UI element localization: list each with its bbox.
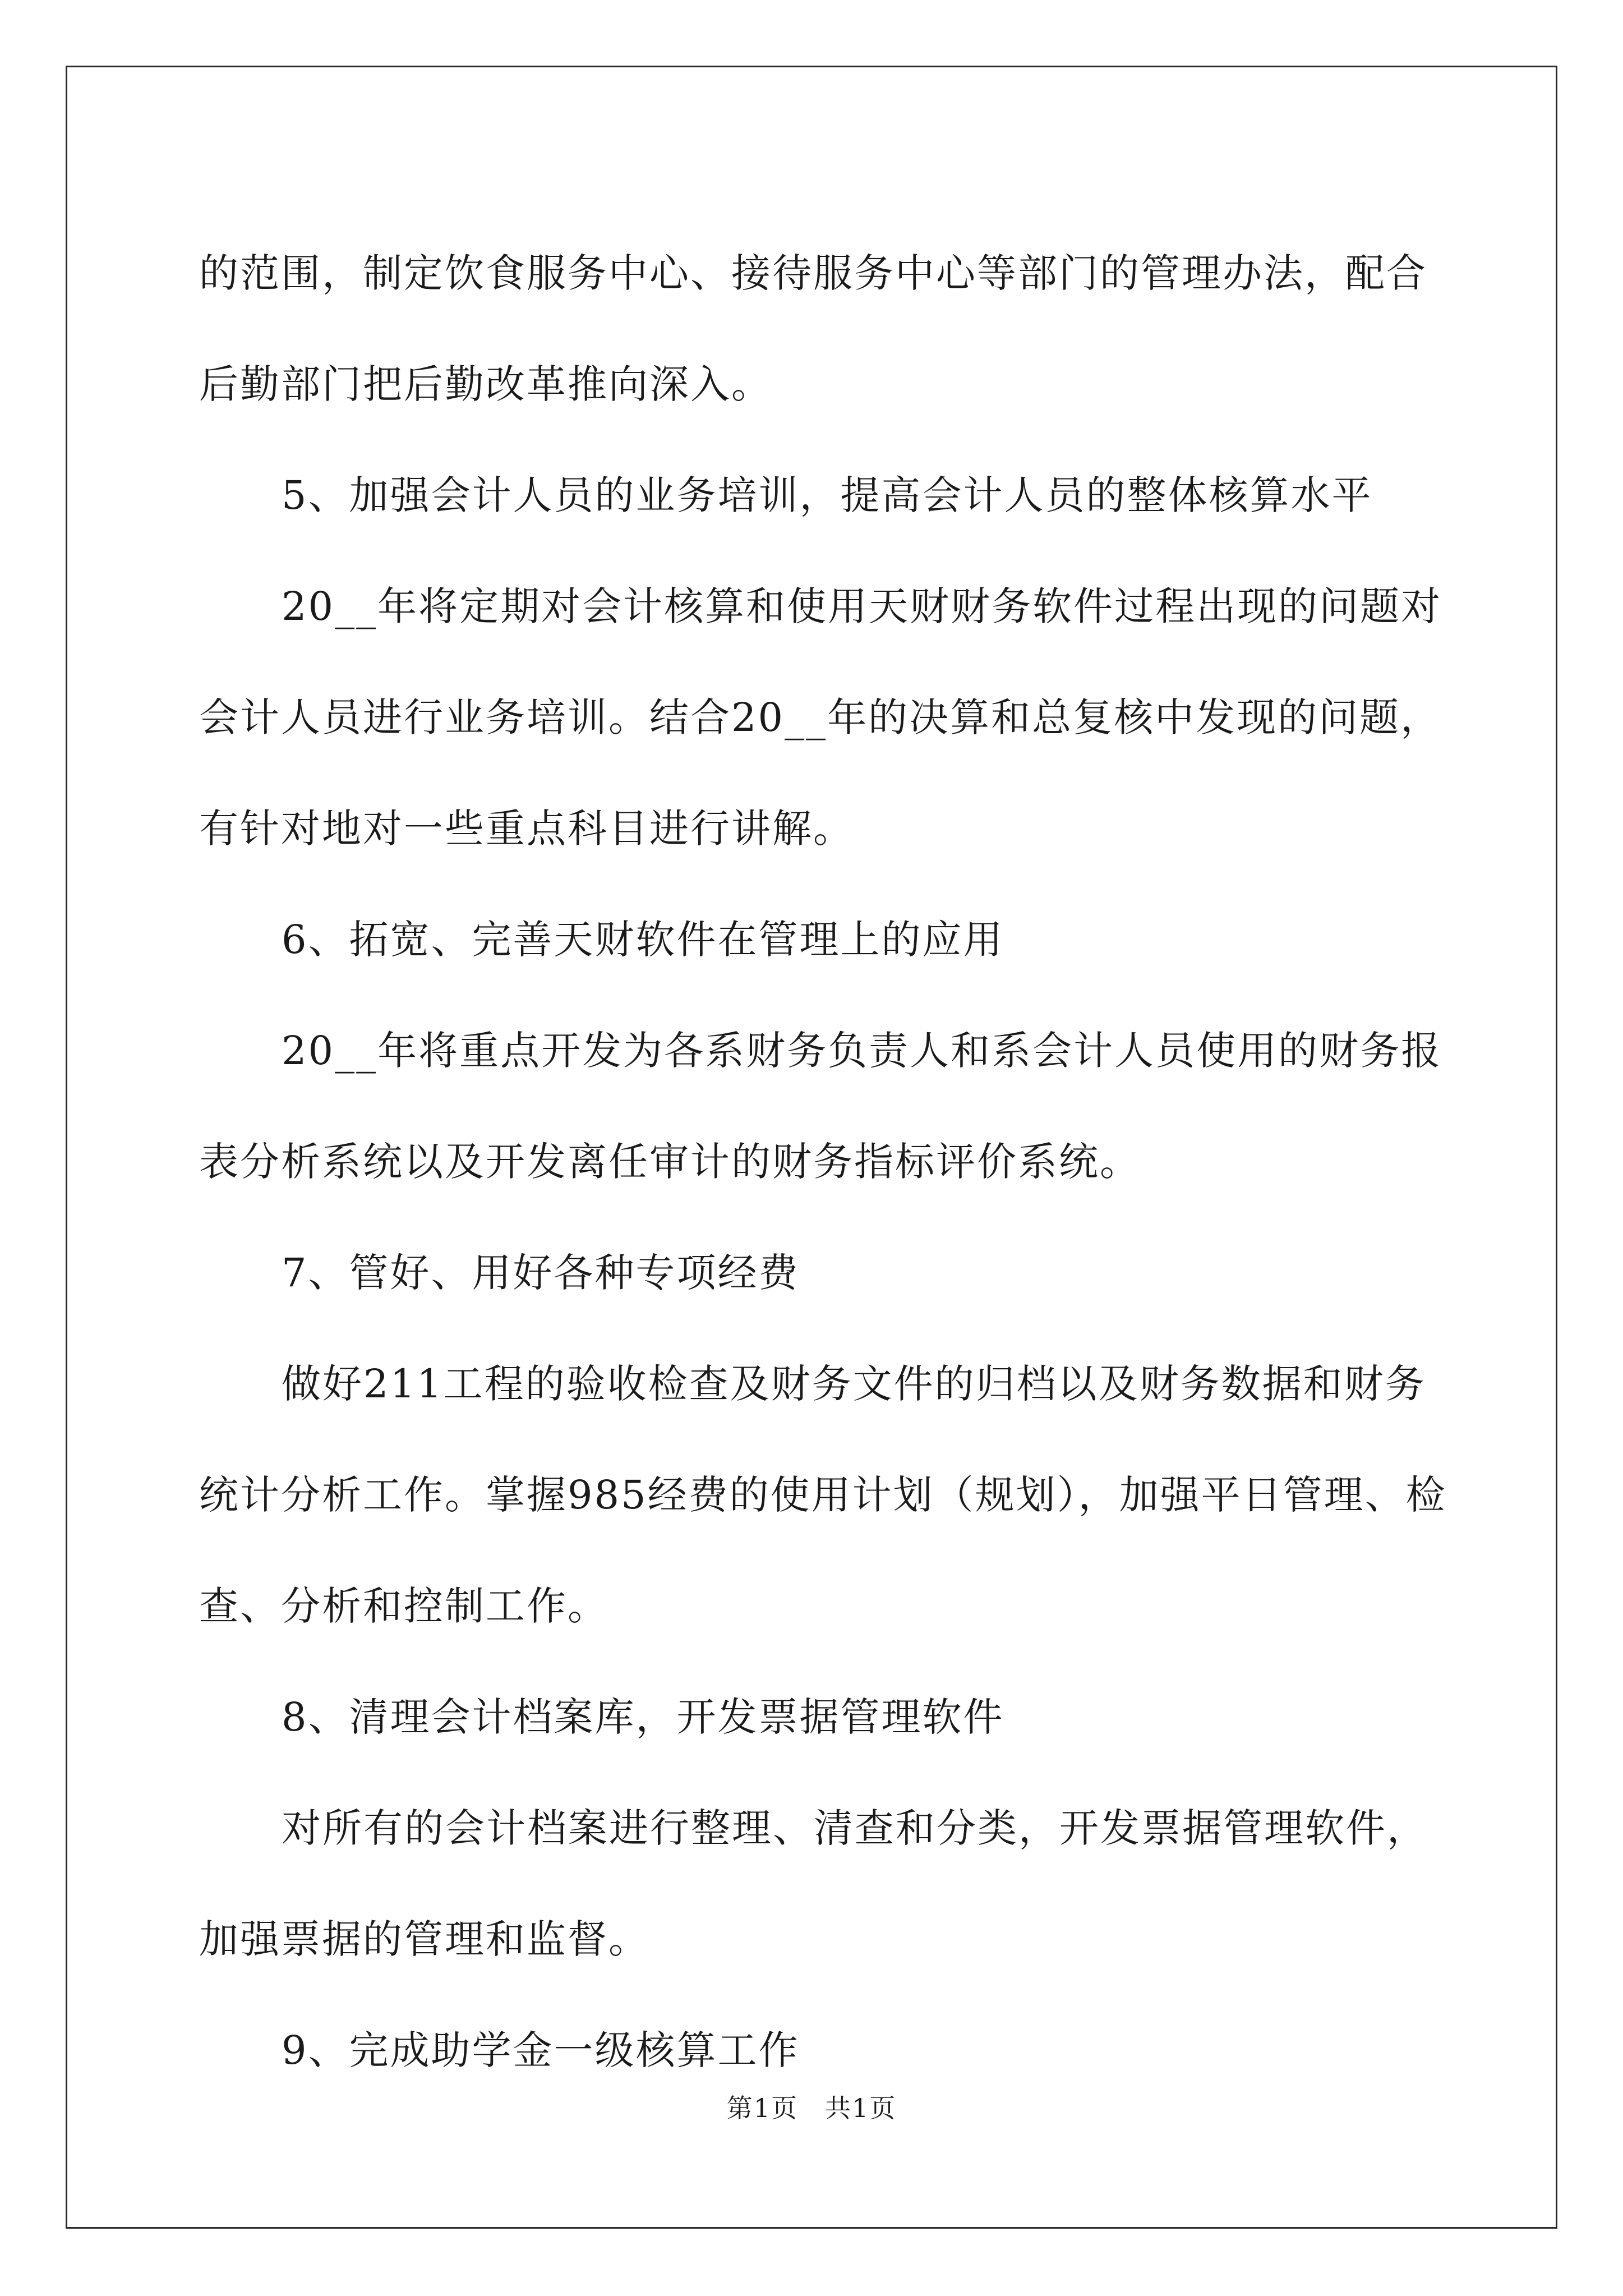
document-body: [199, 218, 1455, 2106]
heading-item-5: 5、加强会计人员的业务培训，提高会计人员的整体核算水平: [282, 472, 1373, 518]
heading-item-9: 9、完成助学金一级核算工作: [282, 2027, 800, 2073]
paragraph-continuation: 的范围，制定饮食服务中心、接待服务中心等部门的管理办法，配合后勤部门把后勤改革推向深入。: [199, 250, 1427, 407]
paragraph-item-8: 对所有的会计档案进行整理、清查和分类，开发票据管理软件，加强票据的管理和监督。: [199, 1805, 1428, 1962]
paragraph-item-7: 做好211工程的验收检查及财务文件的归档以及财务数据和财务统计分析工作。掌握985经费的使用计划（规划），加强平日管理、检查、分析和控制工作。: [199, 1361, 1447, 1629]
page-footer: 第1页 共1页: [726, 2093, 897, 2123]
paragraph-item-5: 20__年将定期对会计核算和使用天财财务软件过程出现的问题对会计人员进行业务培训。结合20__年的决算和总复核中发现的问题，有针对地对一些重点科目进行讲解。: [199, 583, 1442, 852]
heading-item-8: 8、清理会计档案库，开发票据管理软件: [282, 1694, 1004, 1740]
paragraph-item-6: 20__年将重点开发为各系财务负责人和系会计人员使用的财务报表分析系统以及开发离任审计的财务指标评价系统。: [199, 1028, 1442, 1185]
heading-item-7: 7、管好、用好各种专项经费: [282, 1250, 800, 1296]
heading-item-6: 6、拓宽、完善天财软件在管理上的应用: [282, 917, 1004, 963]
